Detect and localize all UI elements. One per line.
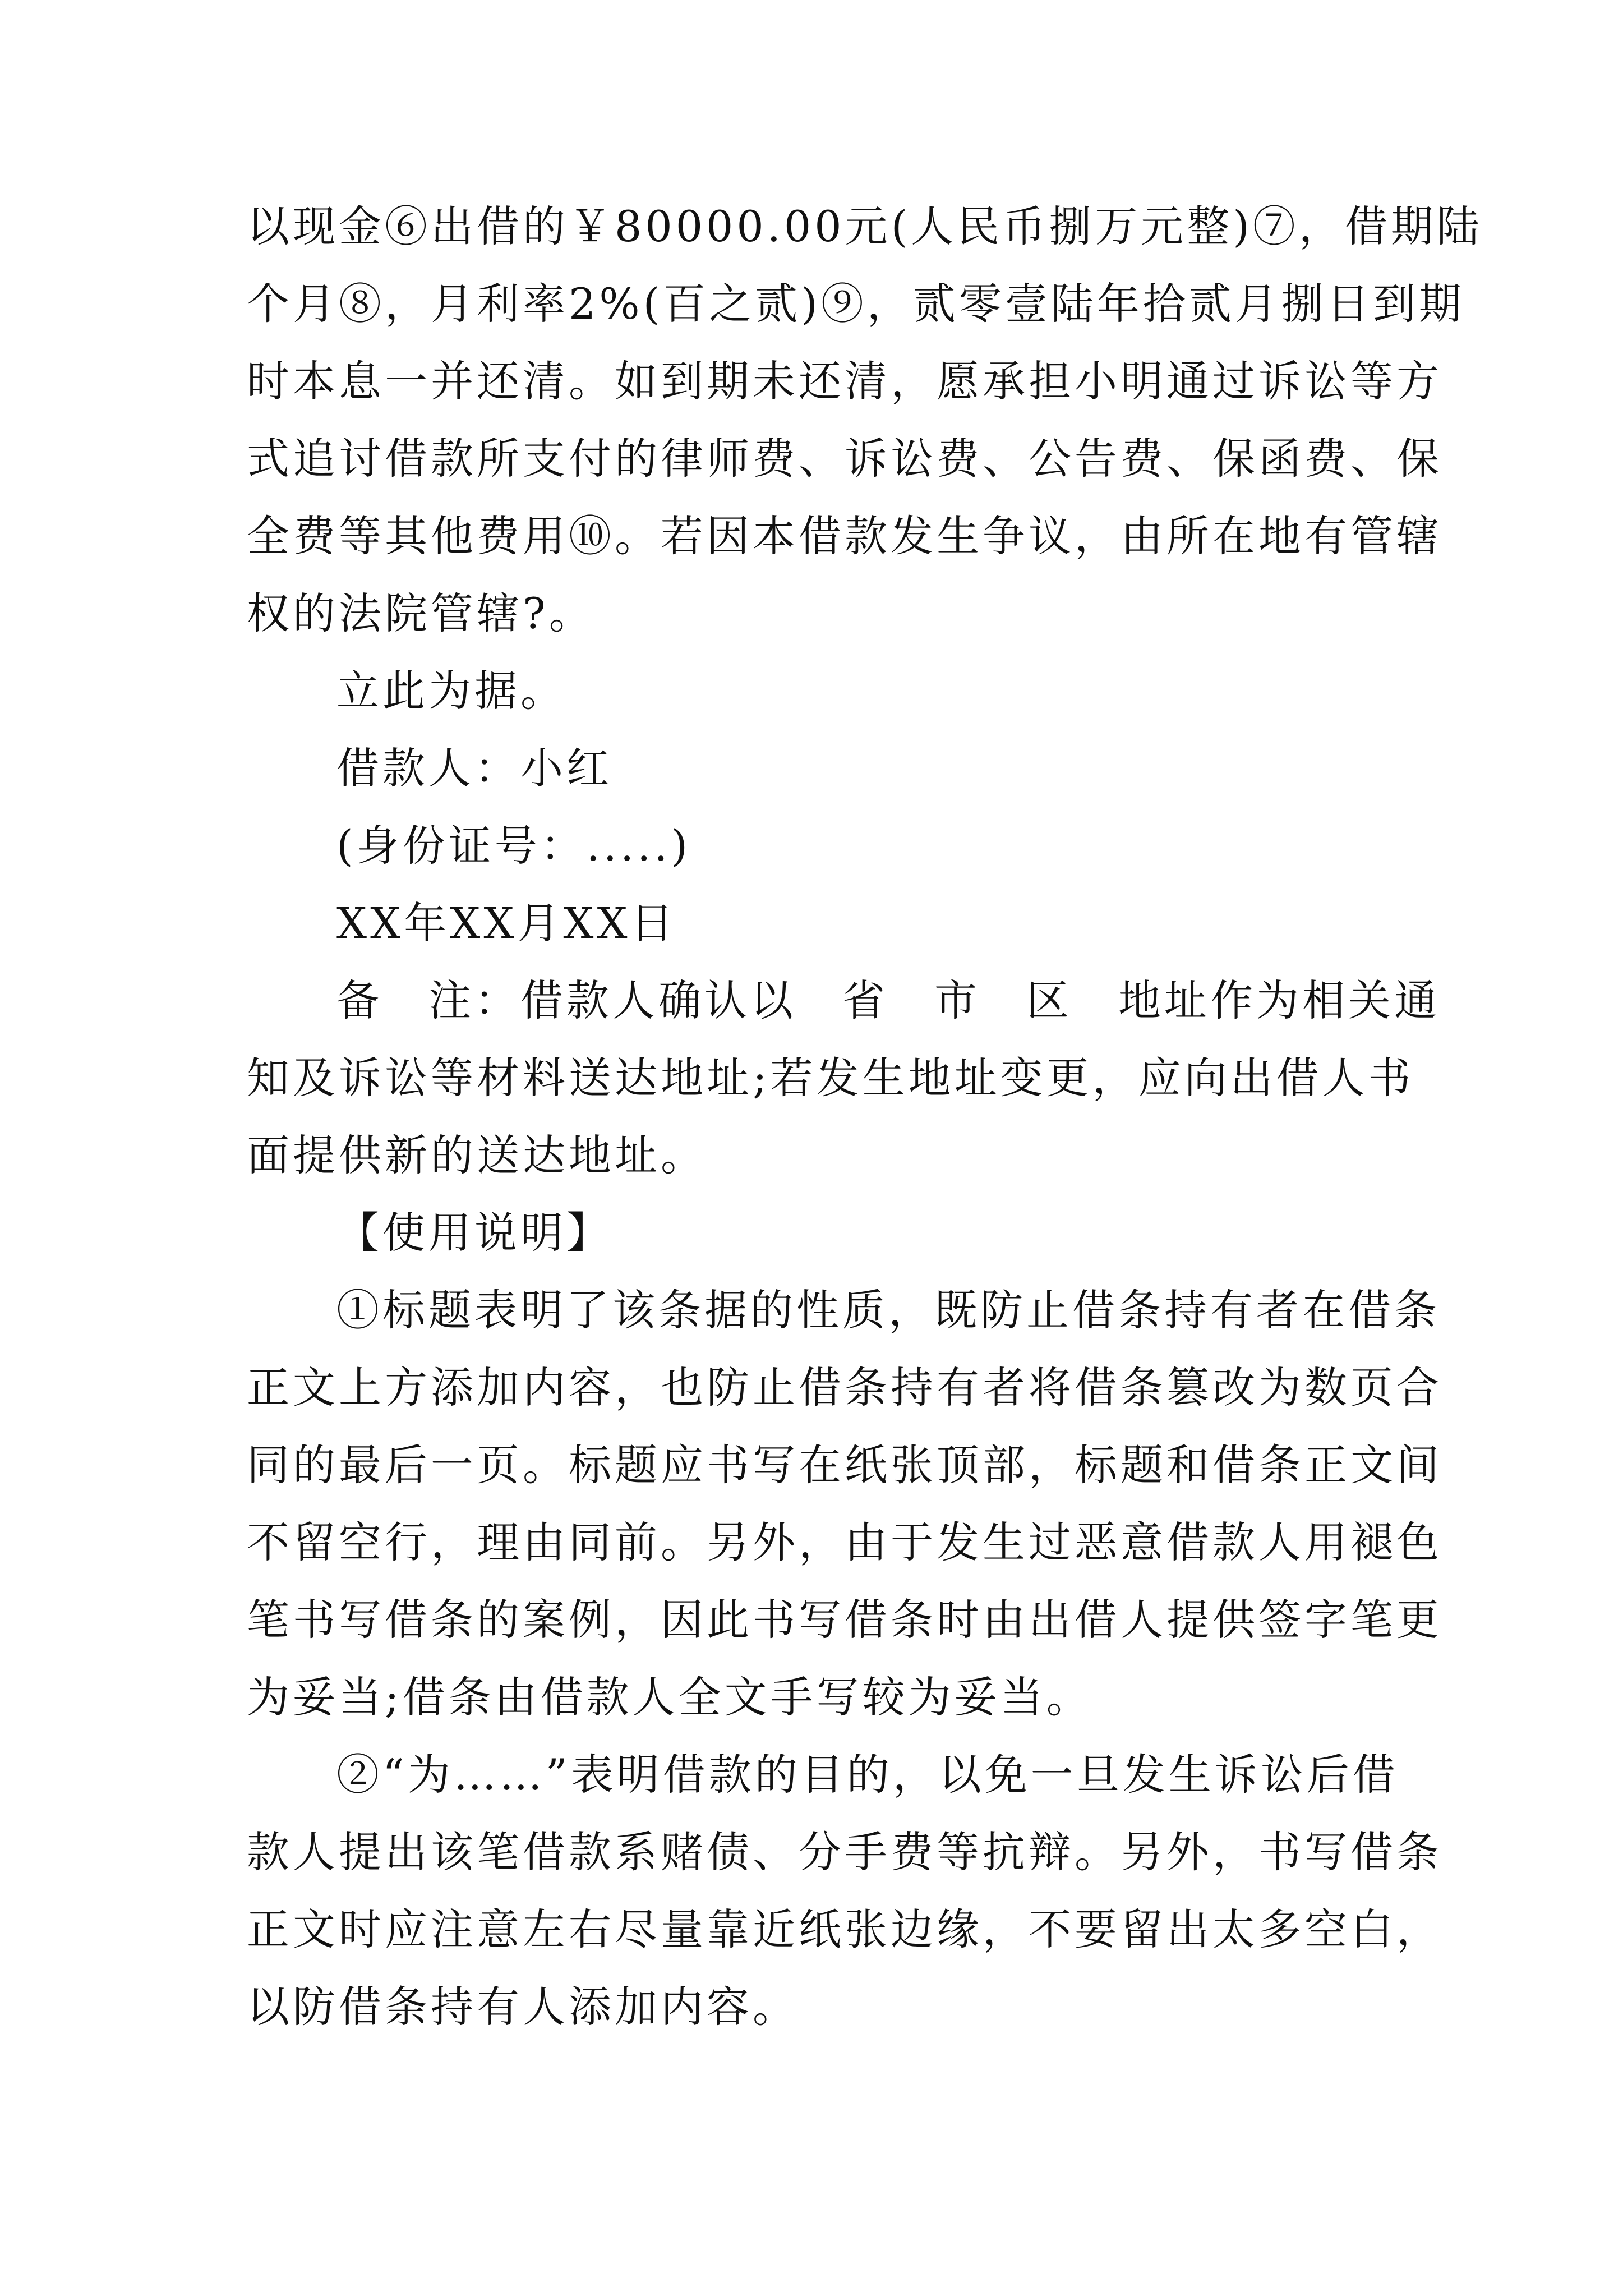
text-line: 借款人：小红	[336, 743, 612, 793]
remark-paragraph	[247, 962, 1440, 1194]
text-line: 知及诉讼等材料送达地址;若发生地址变更，应向出借人书	[247, 1053, 1414, 1103]
text-line: 立此为据。	[336, 666, 566, 716]
usage-heading	[247, 1194, 1385, 1272]
text-line: 款人提出该笔借款系赌债、分手费等抗辩。另外，书写借条	[247, 1827, 1442, 1877]
text-line: 面提供新的送达地址。	[247, 1130, 707, 1180]
text-line: 正文上方添加内容，也防止借条持有者将借条篡改为数页合	[247, 1363, 1442, 1412]
text-line: 以现金⑥出借的￥80000.00元(人民币捌万元整)⑦，借期陆	[247, 201, 1483, 251]
text-line: 全费等其他费用⑩。若因本借款发生争议，由所在地有管辖	[247, 511, 1442, 561]
text-line: ②“为……”表明借款的目的，以免一旦发生诉讼后借	[336, 1750, 1399, 1800]
closing-statement	[247, 652, 1385, 730]
text-line: ①标题表明了该条据的性质，既防止借条持有者在借条	[336, 1285, 1440, 1335]
text-line: 式追讨借款所支付的律师费、诉讼费、公告费、保函费、保	[247, 434, 1442, 484]
usage-note-1	[247, 1272, 1442, 1736]
text-line: 为妥当;借条由借款人全文手写较为妥当。	[247, 1672, 1092, 1722]
text-line: 备 注：借款人确认以 省 市 区 地址作为相关通	[336, 976, 1440, 1025]
text-line: 权的法院管辖?。	[247, 588, 595, 638]
text-line: XX年XX月XX日	[336, 898, 677, 948]
text-line: (身份证号：.....)	[336, 821, 691, 871]
borrower-signature	[247, 730, 1385, 807]
borrower-id-number	[247, 807, 1385, 885]
loan-terms-paragraph	[247, 188, 1483, 652]
text-line: 正文时应注意左右尽量靠近纸张边缘，不要留出太多空白，	[247, 1904, 1442, 1954]
text-line: 以防借条持有人添加内容。	[247, 1982, 799, 2032]
usage-note-2	[247, 1736, 1442, 2046]
text-line: 时本息一并还清。如到期未还清，愿承担小明通过诉讼等方	[247, 356, 1442, 406]
text-line: 同的最后一页。标题应书写在纸张顶部，标题和借条正文间	[247, 1440, 1442, 1490]
signing-date	[247, 885, 1385, 962]
text-line: 笔书写借条的案例，因此书写借条时由出借人提供签字笔更	[247, 1595, 1442, 1645]
text-line: 不留空行，理由同前。另外，由于发生过恶意借款人用褪色	[247, 1517, 1442, 1567]
text-line: 个月⑧，月利率2%(百之贰)⑨，贰零壹陆年拾贰月捌日到期	[247, 279, 1465, 329]
section-heading: 【使用说明】	[336, 1208, 612, 1258]
